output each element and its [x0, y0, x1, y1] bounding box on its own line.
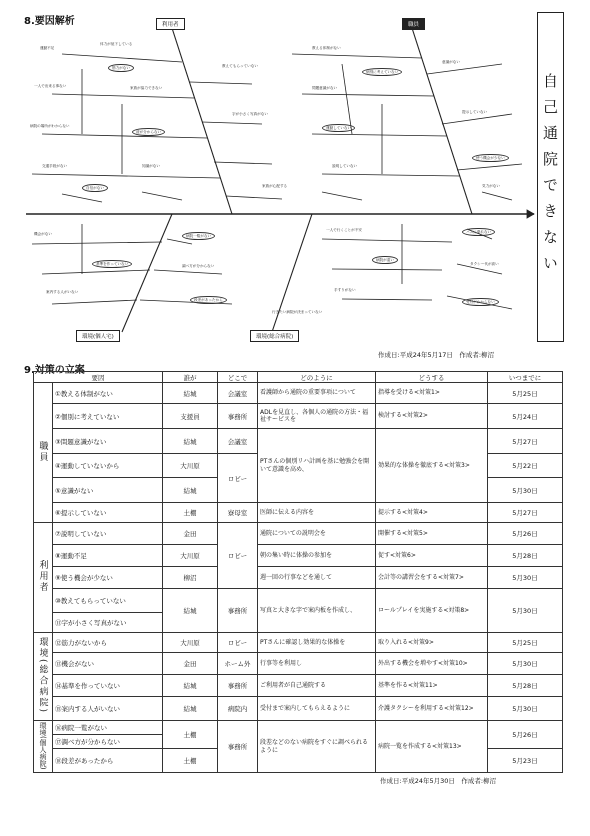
cause-cell: ⑬機会がない — [53, 653, 163, 675]
cause-node: 体力が低下している — [100, 42, 133, 46]
how-cell: ADLを見直し、各個人の通院の方法・福祉サービスを — [258, 404, 376, 429]
cause-node: 問題意識がない — [312, 86, 338, 90]
what-cell: 促す<対策6> — [376, 545, 488, 567]
cause-cell: ④運動していないから — [53, 454, 163, 478]
cause-node: 調べ方が分からない — [182, 264, 215, 268]
category-staff: 職員 — [402, 18, 425, 30]
cause-cell: ⑱段差があったから — [53, 749, 163, 773]
when-cell: 5月30日 — [488, 589, 563, 633]
cause-node: 病院が遠い — [372, 256, 398, 264]
cause-node: 教えてもらっていない — [222, 64, 258, 68]
category-user: 利用者 — [156, 18, 185, 30]
cause-cell: ⑧運動不足 — [53, 545, 163, 567]
cause-cell: ②個別に考えていない — [53, 404, 163, 429]
how-cell: 通院についての説明会を — [258, 523, 376, 545]
group-label-user: 利用者 — [37, 560, 48, 593]
where-cell: 寮母室 — [218, 503, 258, 523]
how-cell: 段差などのない病院をすぐに調べられるように — [258, 721, 376, 773]
cause-cell: ⑮案内する人がいない — [53, 697, 163, 721]
cause-node: 気力がない — [482, 184, 500, 188]
plan-table-wrapper — [33, 371, 562, 773]
who-cell: 結城 — [163, 589, 218, 633]
what-cell: 取り入れる<対策9> — [376, 633, 488, 653]
effect-box — [537, 12, 564, 342]
how-cell: 朝の集い時に体操の参加を — [258, 545, 376, 567]
table-row — [34, 383, 563, 404]
table-row — [34, 429, 563, 454]
cause-node: 受付がわからない — [462, 298, 499, 306]
category-env-hospital: 環境(総合病院) — [250, 330, 299, 342]
what-cell: 病院一覧を作成する<対策13> — [376, 721, 488, 773]
how-cell: 写真と大きな字で案内板を作成し、 — [258, 589, 376, 633]
cause-cell: ⑪字が小さく写真がない — [53, 613, 163, 633]
when-cell: 5月24日 — [488, 404, 563, 429]
how-cell: 医師に伝える内容を — [258, 503, 376, 523]
cause-node: バスに乗れない — [462, 228, 495, 236]
cause-node: 知識がない — [142, 164, 160, 168]
cause-node: 機会がない — [34, 232, 52, 236]
table-row — [34, 633, 563, 653]
where-cell: ホーム外 — [218, 653, 258, 675]
cause-cell: ⑫筋力がないから — [53, 633, 163, 653]
cause-node: 説明していない — [332, 164, 358, 168]
where-cell: 事務所 — [218, 589, 258, 633]
what-cell: 開催する<対策5> — [376, 523, 488, 545]
when-cell: 5月26日 — [488, 523, 563, 545]
table-row — [34, 653, 563, 675]
cause-node: 一人で行くことが不安 — [326, 228, 362, 232]
group-cell-user — [34, 523, 53, 633]
cause-cell: ⑩教えてもらっていない — [53, 589, 163, 613]
cause-node: 段差があったから — [190, 296, 227, 304]
cause-node: 交通手段がない — [42, 164, 68, 168]
what-cell: 指導を受ける<対策1> — [376, 383, 488, 404]
who-cell: 金田 — [163, 523, 218, 545]
cause-node: 基準を作っていない — [92, 260, 132, 268]
header-how: どのように — [258, 372, 376, 383]
how-cell: PTさんに確認し効果的な体操を — [258, 633, 376, 653]
when-cell: 5月30日 — [488, 478, 563, 503]
cause-node: タクシー代が高い — [470, 262, 499, 266]
cause-node: 提示していない — [462, 110, 488, 114]
what-cell: 検討する<対策2> — [376, 404, 488, 429]
analysis-section-title: 8.要因解析 — [24, 16, 75, 27]
cause-node: 病院一覧がない — [182, 232, 215, 240]
when-cell: 5月26日 — [488, 721, 563, 749]
cause-cell: ⑦説明していない — [53, 523, 163, 545]
where-cell: ロビー — [218, 633, 258, 653]
cause-node: 一人で出来る事ない — [34, 84, 67, 88]
who-cell: 金田 — [163, 653, 218, 675]
where-cell: 病院内 — [218, 697, 258, 721]
how-cell: 受付まで案内してもらえるように — [258, 697, 376, 721]
who-cell: 大川原 — [163, 545, 218, 567]
who-cell: 結城 — [163, 478, 218, 503]
cause-node: 病院の場所がわからない — [30, 124, 70, 128]
what-cell: 提示する<対策4> — [376, 503, 488, 523]
group-cell-staff — [34, 383, 53, 523]
what-cell: 効果的な体操を徹底する<対策3> — [376, 429, 488, 503]
group-label-staff: 職員 — [37, 440, 48, 463]
who-cell: 結城 — [163, 697, 218, 721]
cause-node: 家族が心配する — [262, 184, 288, 188]
cause-cell: ⑥提示していない — [53, 503, 163, 523]
when-cell: 5月30日 — [488, 567, 563, 589]
plan-creator-info: 作成日:平成24年5月30日 作成者:柳沼 — [380, 777, 497, 785]
table-row — [34, 697, 563, 721]
category-env-personal: 環境(個人宅) — [76, 330, 120, 342]
when-cell: 5月30日 — [488, 697, 563, 721]
header-who: 誰が — [163, 372, 218, 383]
when-cell: 5月23日 — [488, 749, 563, 773]
what-cell: 会計等の講習会をする<対策7> — [376, 567, 488, 589]
cause-node: 意識がない — [442, 60, 460, 64]
header-cause: 要因 — [34, 372, 163, 383]
how-cell: PTさんの個別リハ計画を基に勉強会を開いて意識を高め、 — [258, 429, 376, 503]
effect-text: 自己通院できない — [541, 73, 559, 281]
when-cell: 5月28日 — [488, 675, 563, 697]
cause-node: 行きたい病院が決まっていない — [272, 310, 323, 314]
who-cell: 大川原 — [163, 633, 218, 653]
how-cell: 週一回の行事などを通して — [258, 567, 376, 589]
how-cell: 行事等を利用し — [258, 653, 376, 675]
cause-node: 運動不足 — [40, 46, 55, 50]
when-cell: 5月27日 — [488, 503, 563, 523]
fishbone-diagram — [22, 24, 536, 344]
header-what: どうする — [376, 372, 488, 383]
header-when: いつまでに — [488, 372, 563, 383]
group-cell-env-hospital — [34, 633, 53, 721]
where-cell: ロビー — [218, 454, 258, 503]
table-header-row — [34, 372, 563, 383]
plan-table — [33, 371, 563, 773]
where-cell: 事務所 — [218, 721, 258, 773]
group-cell-env-personal — [34, 721, 53, 773]
plan-section-title: 9.対策の立案 — [24, 365, 85, 376]
who-cell: 土棚 — [163, 503, 218, 523]
how-cell: 看護師から通院の重要事項について — [258, 383, 376, 404]
how-cell: ご利用者が自己通院する — [258, 675, 376, 697]
table-row — [34, 503, 563, 523]
who-cell: 支援員 — [163, 404, 218, 429]
when-cell: 5月28日 — [488, 545, 563, 567]
what-cell: ロールプレイを実施する<対策8> — [376, 589, 488, 633]
where-cell: 会議室 — [218, 383, 258, 404]
who-cell: 結城 — [163, 675, 218, 697]
cause-cell: ①教える体制がない — [53, 383, 163, 404]
when-cell: 5月22日 — [488, 454, 563, 478]
where-cell: 会議室 — [218, 429, 258, 454]
cause-cell: ⑰調べ方が分からない — [53, 735, 163, 749]
cause-node: 運動していない — [322, 124, 355, 132]
who-cell: 結城 — [163, 429, 218, 454]
when-cell: 5月30日 — [488, 653, 563, 675]
cause-node: 字が小さく写真がない — [232, 112, 268, 116]
where-cell: 事務所 — [218, 675, 258, 697]
cause-node: 使う機会が少ない — [472, 154, 509, 162]
who-cell: 土棚 — [163, 749, 218, 773]
table-row — [34, 721, 563, 735]
cause-node: 個別に考えていない — [362, 68, 402, 76]
table-row — [34, 545, 563, 567]
who-cell: 柳沼 — [163, 567, 218, 589]
who-cell: 結城 — [163, 383, 218, 404]
cause-node: 案内する人がいない — [46, 290, 79, 294]
cause-node: 道が分からない — [132, 128, 165, 136]
group-label-env-hospital: 環境(総合病院) — [37, 636, 48, 715]
table-row — [34, 589, 563, 613]
when-cell: 5月27日 — [488, 429, 563, 454]
who-cell: 大川原 — [163, 454, 218, 478]
cause-node: 自信がない — [82, 184, 108, 192]
cause-cell: ⑤意識がない — [53, 478, 163, 503]
cause-cell: ⑯病院一覧がない — [53, 721, 163, 735]
cause-node: 家族が協力できない — [130, 86, 163, 90]
when-cell: 5月25日 — [488, 633, 563, 653]
cause-node: 筋力がない — [108, 64, 134, 72]
who-cell: 土棚 — [163, 721, 218, 749]
what-cell: 外出する機会を増やす<対策10> — [376, 653, 488, 675]
table-row — [34, 567, 563, 589]
what-cell: 介護タクシーを利用する<対策12> — [376, 697, 488, 721]
when-cell: 5月25日 — [488, 383, 563, 404]
what-cell: 基準を作る<対策11> — [376, 675, 488, 697]
table-row — [34, 404, 563, 429]
table-row — [34, 523, 563, 545]
group-label-env-personal: 環境(個人病院) — [39, 721, 47, 770]
table-row — [34, 675, 563, 697]
analysis-creator-info: 作成日:平成24年5月17日 作成者:柳沼 — [378, 351, 495, 359]
cause-cell: ⑭基準を作っていない — [53, 675, 163, 697]
header-where: どこで — [218, 372, 258, 383]
cause-cell: ③問題意識がない — [53, 429, 163, 454]
cause-node: 手すりがない — [334, 288, 356, 292]
cause-cell: ⑨使う機会が少ない — [53, 567, 163, 589]
cause-node: 教える体制がない — [312, 46, 341, 50]
where-cell: 事務所 — [218, 404, 258, 429]
where-cell: ロビー — [218, 523, 258, 589]
